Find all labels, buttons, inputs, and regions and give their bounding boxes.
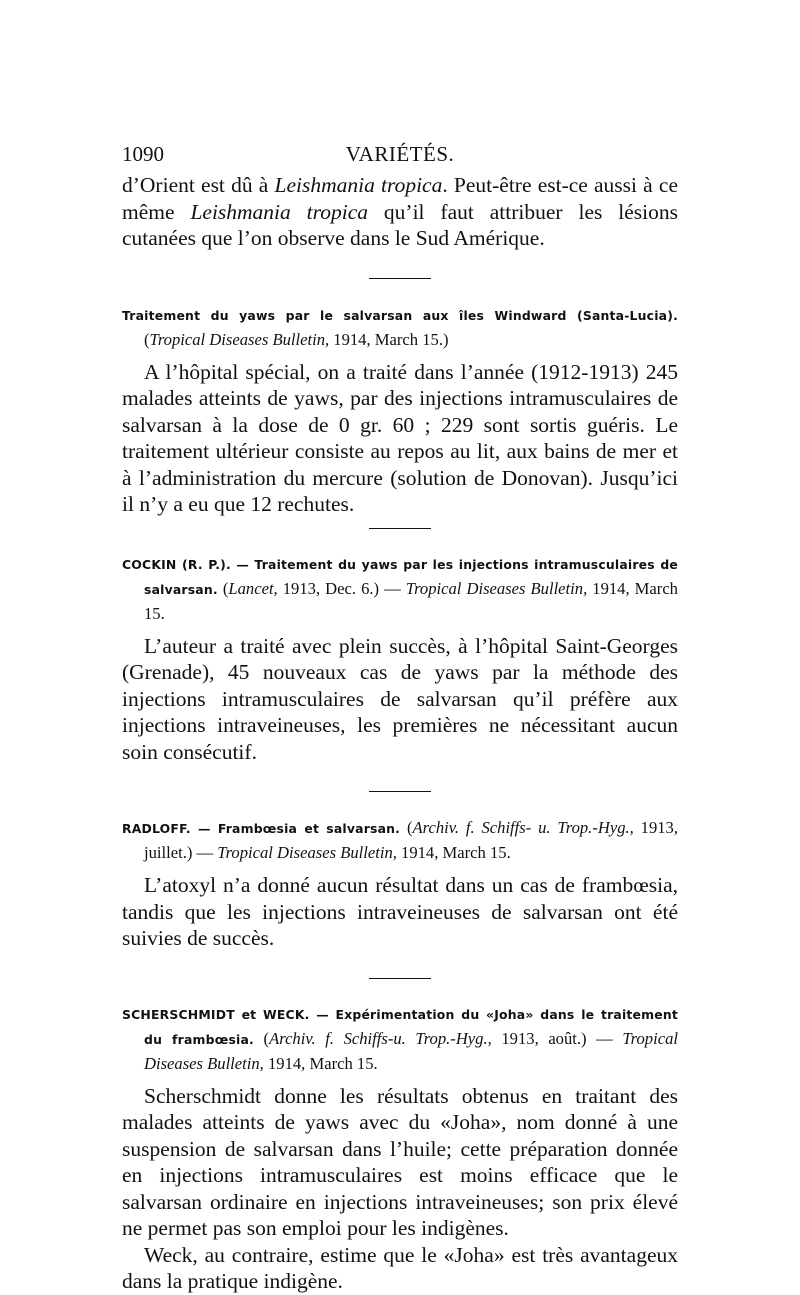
page — [122, 142, 678, 1295]
bibliographic-reference: SCHERSCHMIDT et WECK. — Expérimentation du «Joha» dans le traitement du frambœsia. (Archiv. f. Schiffs-u. Trop.-Hyg., 1913, août.) — Tropical Diseases Bulletin, 1914, March 15. — [122, 1006, 678, 1073]
section-divider — [369, 278, 431, 279]
bibliographic-reference: RADLOFF. — Frambœsia et salvarsan. (Archiv. f. Schiffs- u. Trop.-Hyg., 1913, juillet.) — Tropical Diseases Bulletin, 1914, March 15. — [122, 818, 678, 862]
bibliographic-reference: COCKIN (R. P.). — Traitement du yaws par les injections intramusculaires de salvarsan. (Lancet, 1913, Dec. 6.) — Tropical Diseases Bulletin, 1914, March 15. — [122, 556, 678, 623]
section-divider — [369, 791, 431, 792]
section-divider — [369, 528, 431, 529]
section-divider — [369, 978, 431, 979]
article-body: Weck, au contraire, estime que le «Joha» est très avantageux dans la pratique indigène. — [122, 1242, 678, 1293]
article-body: Scherschmidt donne les résultats obtenus en traitant des malades atteints de yaws avec du «Joha», nom donné à une suspension de salvarsan dans l’huile; cette préparation donnée en injections intramusculaires est moins efficace que le salvarsan ordinaire en injections intraveineuses; son prix élevé ne permet pas son emploi pour les indigènes. — [122, 1083, 678, 1240]
article-body: A l’hôpital spécial, on a traité dans l’année (1912-1913) 245 malades atteints de yaws, par des injections intramusculaires de salvarsan à la dose de 0 gr. 60 ; 229 sont sortis guéris. Le traitement ultérieur consiste au repos au lit, aux bains de mer et à l’administration du mercure (solution de Donovan). Jusqu’ici il n’y a eu que 12 rechutes. — [122, 359, 678, 516]
running-title: VARIÉTÉS. — [345, 142, 455, 166]
page-number: 1090 — [122, 142, 164, 166]
opening-paragraph: d’Orient est dû à Leishmania tropica. Peut-être est-ce aussi à ce même Leishmania tropica qu’il faut attribuer les lésions cutanées que l’on observe dans le Sud Amérique. — [122, 173, 678, 250]
article-body: L’atoxyl n’a donné aucun résultat dans un cas de frambœsia, tandis que les injections intraveineuses de salvarsan ont été suivies de succès. — [122, 873, 678, 950]
running-head — [122, 142, 678, 172]
bibliographic-reference: Traitement du yaws par le salvarsan aux îles Windward (Santa-Lucia). (Tropical Diseases Bulletin, 1914, March 15.) — [122, 307, 678, 349]
article-body: L’auteur a traité avec plein succès, à l’hôpital Saint-Georges (Grenade), 45 nouveaux cas de yaws par la méthode des injections intramusculaires de salvarsan qu’il préfère aux injections intraveineuses, les premières ne nécessitant aucun soin consécutif. — [122, 633, 678, 764]
